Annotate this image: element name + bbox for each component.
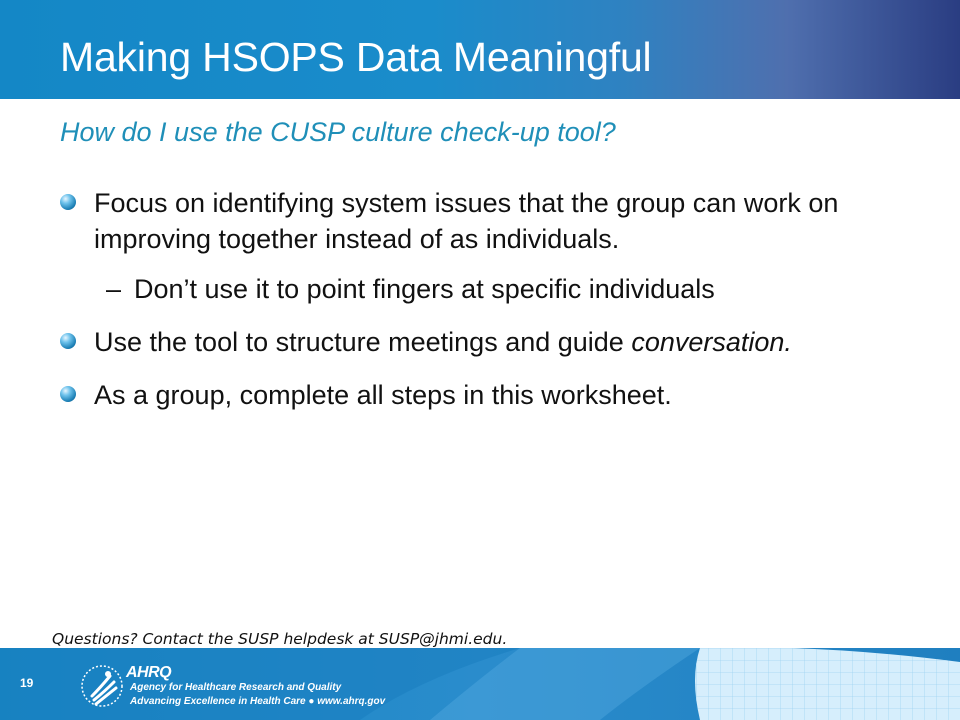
bullet-orb-icon xyxy=(60,333,76,349)
bullet-item xyxy=(60,377,880,413)
bullet-text: As a group, complete all steps in this worksheet. xyxy=(94,380,672,410)
bullet-text: Use the tool to structure meetings and guide xyxy=(94,327,632,357)
ahrq-logo xyxy=(80,662,386,714)
footer-note: Questions? Contact the SUSP helpdesk at SUSP@jhmi.edu. xyxy=(52,630,508,648)
page-number: 19 xyxy=(20,676,34,690)
bullet-text: Focus on identifying system issues that the group can work on improving together instead of as individuals. xyxy=(94,188,839,254)
hhs-seal-icon xyxy=(80,662,124,710)
bullet-italic-text: conversation. xyxy=(631,327,792,357)
bullet-item xyxy=(60,324,880,360)
bullet-orb-icon xyxy=(60,194,76,210)
ahrq-agency-name: Agency for Healthcare Research and Quality xyxy=(130,682,342,693)
bullet-list xyxy=(60,185,880,413)
dash-icon: – xyxy=(106,274,122,304)
slide-subtitle: How do I use the CUSP culture check-up tool? xyxy=(60,117,616,147)
sub-bullet-item xyxy=(60,271,880,307)
ahrq-wordmark: AHRQ xyxy=(126,664,172,681)
slide-title: Making HSOPS Data Meaningful xyxy=(60,34,652,80)
bullet-item xyxy=(60,185,880,257)
ahrq-tagline: Advancing Excellence in Health Care ● www.ahrq.gov xyxy=(130,696,386,707)
sub-bullet-text: Don’t use it to point fingers at specific individuals xyxy=(134,274,715,304)
bullet-orb-icon xyxy=(60,386,76,402)
